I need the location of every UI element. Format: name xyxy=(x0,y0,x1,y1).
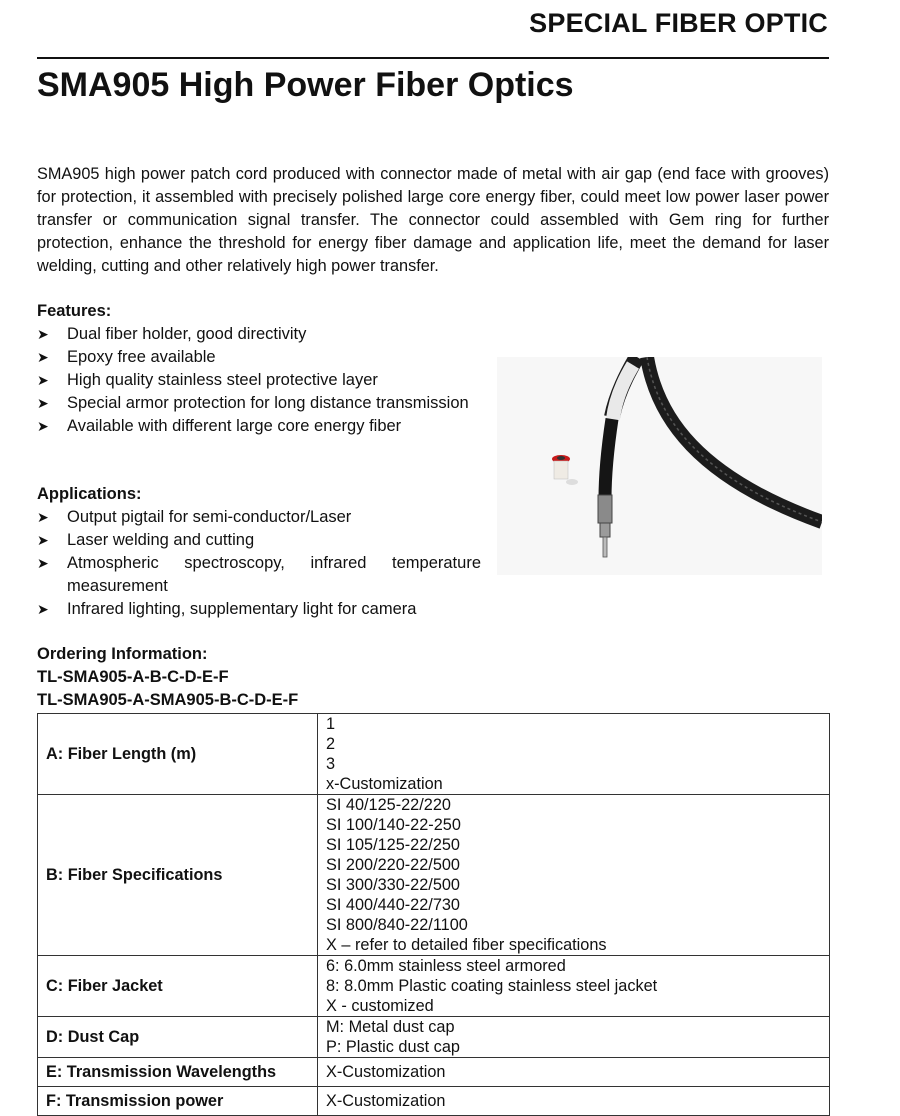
arrowhead-bullet-icon: ➤ xyxy=(37,326,49,342)
order-code-1: TL-SMA905-A-B-C-D-E-F xyxy=(37,668,229,686)
list-item: ➤ Epoxy free available xyxy=(37,346,481,369)
product-photo xyxy=(497,357,822,575)
arrowhead-bullet-icon: ➤ xyxy=(37,372,49,388)
row-values: 6: 6.0mm stainless steel armored 8: 8.0mm Plastic coating stainless steel jacket X - customized xyxy=(318,956,830,1017)
header-divider xyxy=(37,57,829,59)
features-heading: Features: xyxy=(37,302,112,320)
list-item: ➤ High quality stainless steel protective layer xyxy=(37,369,481,392)
order-code-2: TL-SMA905-A-SMA905-B-C-D-E-F xyxy=(37,691,299,709)
ordering-table xyxy=(37,713,830,1116)
table-row xyxy=(38,1058,830,1087)
row-label: D: Dust Cap xyxy=(38,1017,318,1058)
arrowhead-bullet-icon: ➤ xyxy=(37,532,49,548)
row-values: SI 40/125-22/220 SI 100/140-22-250 SI 105/125-22/250 SI 200/220-22/500 SI 300/330-22/500 SI 400/440-22/730 SI 800/840-22/1100 X – refer to detailed fiber specifications xyxy=(318,795,830,956)
section-header-title: SPECIAL FIBER OPTIC xyxy=(529,8,828,38)
row-label: C: Fiber Jacket xyxy=(38,956,318,1017)
table-row xyxy=(38,795,830,956)
list-item: ➤ Laser welding and cutting xyxy=(37,529,481,552)
row-values: X-Customization xyxy=(318,1087,830,1116)
row-values: 1 2 3 x-Customization xyxy=(318,714,830,795)
arrowhead-bullet-icon: ➤ xyxy=(37,601,49,617)
fiber-patch-cord-illustration xyxy=(497,357,822,575)
list-item: ➤ Special armor protection for long distance transmission xyxy=(37,392,481,415)
row-label: A: Fiber Length (m) xyxy=(38,714,318,795)
row-label: B: Fiber Specifications xyxy=(38,795,318,956)
arrowhead-bullet-icon: ➤ xyxy=(37,555,49,571)
ordering-heading: Ordering Information: xyxy=(37,645,208,663)
row-values: M: Metal dust cap P: Plastic dust cap xyxy=(318,1017,830,1058)
applications-heading: Applications: xyxy=(37,485,142,503)
row-values: X-Customization xyxy=(318,1058,830,1087)
table-row xyxy=(38,714,830,795)
list-item: ➤ Infrared lighting, supplementary light for camera xyxy=(37,598,481,621)
intro-paragraph: SMA905 high power patch cord produced with connector made of metal with air gap (end face with grooves) for protection, it assembled with precisely polished large core energy fiber, could meet low power laser power transfer or communication signal transfer. The connector could assembled with Gem ring for further protection, enhance the threshold for energy fiber damage and application life, meet the demand for laser welding, cutting and other relatively high power transfer. xyxy=(37,165,829,275)
page-title: SMA905 High Power Fiber Optics xyxy=(37,66,574,104)
list-item: ➤ Output pigtail for semi-conductor/Laser xyxy=(37,506,481,529)
applications-list xyxy=(37,506,481,621)
list-item: ➤ Available with different large core energy fiber xyxy=(37,415,481,438)
list-item: ➤ Atmospheric spectroscopy, infrared temperature measurement xyxy=(37,554,481,595)
row-label: E: Transmission Wavelengths xyxy=(38,1058,318,1087)
arrowhead-bullet-icon: ➤ xyxy=(37,349,49,365)
list-item: ➤ Dual fiber holder, good directivity xyxy=(37,323,481,346)
features-list xyxy=(37,323,481,438)
arrowhead-bullet-icon: ➤ xyxy=(37,395,49,411)
arrowhead-bullet-icon: ➤ xyxy=(37,509,49,525)
table-row xyxy=(38,1017,830,1058)
table-row xyxy=(38,1087,830,1116)
arrowhead-bullet-icon: ➤ xyxy=(37,418,49,434)
table-row xyxy=(38,956,830,1017)
row-label: F: Transmission power xyxy=(38,1087,318,1116)
